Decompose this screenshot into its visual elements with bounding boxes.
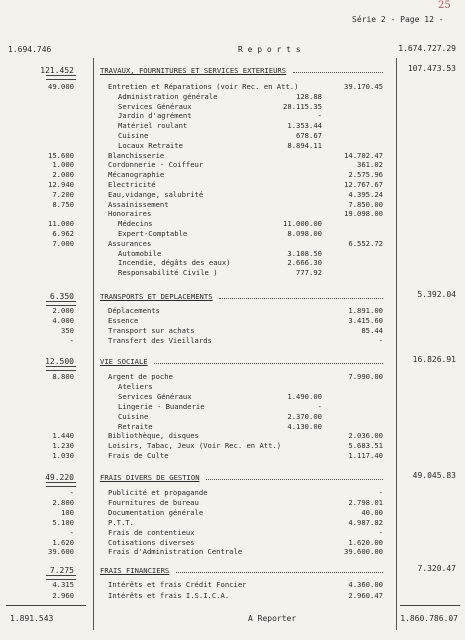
row-label: Lingerie - Buanderie [118, 401, 205, 411]
row-label: Administration générale [118, 91, 218, 101]
row-label: Déplacements [108, 306, 160, 315]
row-right-amount: 4.360.00 [348, 580, 383, 589]
footer-left-rule [6, 605, 86, 606]
row-label: Cotisations diverses [108, 537, 195, 547]
row-right-amount: - [378, 336, 383, 345]
section-left-total: 121.452 [40, 66, 74, 75]
row-label: Ateliers [118, 381, 153, 391]
row-right-amount: 4.395.24 [348, 189, 383, 199]
row-left-amount: - [69, 336, 74, 345]
row-right-amount: 5.683.51 [348, 441, 383, 451]
section-leader [176, 572, 383, 574]
row-mid-amount: 128.88 [296, 91, 322, 101]
row-right-amount: 7.990.00 [348, 372, 383, 381]
row-left-amount: 2.000 [52, 306, 74, 315]
row-right-amount: 1.117.40 [348, 451, 383, 461]
row-mid-amount: 8.098.00 [287, 229, 322, 238]
row-left-amount: 100 [61, 507, 74, 517]
section-leader [219, 298, 383, 300]
section-title: TRANSPORTS ET DEPLACEMENTS [100, 292, 213, 301]
section-title: FRAIS DIVERS DE GESTION [100, 473, 200, 482]
footer-right-rule [400, 605, 460, 606]
row-left-amount: 4.000 [52, 316, 74, 325]
row-left-amount: 39.600 [48, 547, 74, 557]
row-label: Frais d'Administration Centrale [108, 547, 243, 557]
row-left-amount: 2.800 [52, 497, 74, 507]
row-mid-amount: 1.490.00 [287, 391, 322, 401]
row-label: Eau,vidange, salubrité [108, 189, 204, 199]
section-left-total-underline [46, 366, 76, 371]
row-label: Blanchisserie [108, 150, 165, 160]
row-label: Frais de Culte [108, 451, 169, 461]
row-right-amount: 12.767.67 [344, 180, 383, 189]
row-label: Essence [108, 316, 139, 325]
row-mid-amount: 2.370.00 [287, 411, 322, 421]
section-left-total: 7.275 [49, 566, 74, 575]
row-left-amount: 7.000 [52, 238, 74, 248]
row-right-amount: 6.552.72 [348, 238, 383, 248]
section-right-total: 5.392.04 [417, 290, 456, 299]
row-right-amount: 19.098.00 [344, 209, 383, 219]
section-leader [293, 72, 383, 74]
section-title: FRAIS FINANCIERS [100, 566, 170, 575]
row-right-amount: 1.891.00 [348, 306, 383, 315]
row-left-amount: 1.000 [52, 160, 74, 170]
row-label: Argent de poche [108, 372, 173, 381]
row-label: Cuisine [118, 411, 149, 421]
row-right-amount: 85.44 [361, 326, 383, 335]
row-right-amount: 3.415.60 [348, 316, 383, 325]
row-left-amount: 4.315 [52, 580, 74, 589]
row-label: Transfert des Vieillards [108, 336, 212, 345]
section-right-total: 16.826.91 [412, 355, 456, 364]
row-right-amount: 4.987.82 [348, 517, 383, 527]
row-mid-amount: 777.92 [296, 268, 322, 278]
footer-left-total: 1.891.543 [10, 614, 54, 623]
row-label: Intérêts et frais Crédit Foncier [108, 580, 247, 589]
row-label: Responsabilité Civile ) [118, 268, 218, 278]
reports-right-total: 1.674.727.29 [398, 44, 456, 53]
reports-label: R e p o r t s [238, 45, 301, 54]
row-label: Publicité et propagande [108, 488, 208, 497]
row-left-amount: 8.750 [52, 199, 74, 209]
section-left-total: 49.220 [45, 473, 74, 482]
row-right-amount: 2.960.47 [348, 590, 383, 600]
section-left-total: 6.350 [49, 292, 74, 301]
row-label: Expert-Comptable [118, 229, 188, 238]
row-right-amount: 39.600.00 [344, 547, 383, 557]
row-label: Electricité [108, 180, 156, 189]
row-left-amount: 7.200 [52, 189, 74, 199]
footer-label: A Reporter [248, 614, 297, 623]
footer-right-total: 1.860.786.07 [400, 614, 458, 623]
page-series: Série 2 - Page 12 - [352, 15, 444, 24]
section-leader [154, 363, 383, 365]
row-label: Retraite [118, 421, 153, 431]
row-right-amount: 2.575.96 [348, 170, 383, 180]
row-mid-amount: 1.353.44 [287, 121, 322, 131]
section-right-total: 7.320.47 [417, 564, 456, 573]
row-label: Assurances [108, 238, 152, 248]
handwritten-page-number: 25 [438, 0, 451, 11]
row-left-amount: 1.620 [52, 537, 74, 547]
row-label: Frais de contentieux [108, 527, 195, 537]
row-label: Documentation générale [108, 507, 204, 517]
reports-left-total: 1.694.746 [8, 45, 52, 54]
row-right-amount: 14.702.47 [344, 150, 383, 160]
row-mid-amount: 11.000.00 [283, 219, 322, 229]
row-label: Transport sur achats [108, 326, 195, 335]
section-title: TRAVAUX, FOURNITURES ET SERVICES EXTERIEURS [100, 66, 287, 75]
row-right-amount: 40.00 [361, 507, 383, 517]
row-left-amount: 49.000 [48, 82, 74, 91]
row-label: Automobile [118, 248, 162, 258]
row-label: Intérêts et frais I.S.I.C.A. [108, 590, 230, 600]
row-label: Jardin d'agrément [118, 111, 192, 121]
row-mid-amount: - [317, 111, 322, 121]
row-mid-amount: 28.115.35 [283, 101, 322, 111]
section-title: VIE SOCIALE [100, 357, 148, 366]
row-left-amount: 12.940 [48, 180, 74, 189]
row-left-amount: 6.962 [52, 229, 74, 238]
left-column-rule [93, 58, 94, 630]
row-left-amount: 5.100 [52, 517, 74, 527]
row-label: Incendie, dégâts des eaux) [118, 258, 231, 268]
row-left-amount: 2.000 [52, 170, 74, 180]
row-left-amount: 1.440 [52, 431, 74, 441]
row-label: Assainissement [108, 199, 169, 209]
row-left-amount: 8.800 [52, 372, 74, 381]
row-label: Locaux Retraite [118, 140, 183, 150]
row-label: Loisirs, Tabac, Jeux (Voir Rec. en Att.) [108, 441, 282, 451]
row-right-amount: 2.036.00 [348, 431, 383, 441]
row-label: Cordonnerie - Coiffeur [108, 160, 204, 170]
row-label: Entretien et Réparations (voir Rec. en Att.) [108, 82, 299, 91]
right-column-rule [396, 58, 397, 630]
row-right-amount: 1.620.00 [348, 537, 383, 547]
section-right-total: 107.473.53 [407, 64, 456, 73]
row-label: Médecins [118, 219, 153, 229]
row-left-amount: 15.600 [48, 150, 74, 160]
row-right-amount: 361.02 [357, 160, 383, 170]
row-left-amount: 11.000 [48, 219, 74, 229]
row-mid-amount: 3.108.50 [287, 248, 322, 258]
row-left-amount: - [69, 527, 74, 537]
row-right-amount: 7.850.00 [348, 199, 383, 209]
row-left-amount: 1.030 [52, 451, 74, 461]
row-right-amount: - [378, 488, 383, 497]
section-left-total-underline [46, 482, 76, 487]
row-left-amount: 1.230 [52, 441, 74, 451]
section-left-total: 12.500 [45, 357, 74, 366]
row-left-amount: - [69, 488, 74, 497]
row-left-amount: 2.960 [52, 590, 74, 600]
row-right-amount: 39.170.45 [344, 82, 383, 91]
row-mid-amount: - [317, 401, 322, 411]
row-label: Cuisine [118, 131, 149, 140]
row-mid-amount: 8.894.11 [287, 140, 322, 150]
row-mid-amount: 4.130.00 [287, 421, 322, 431]
row-mid-amount: 2.666.30 [287, 258, 322, 268]
row-label: Fournitures de bureau [108, 497, 199, 507]
row-label: Services Généraux [118, 101, 192, 111]
row-left-amount: 350 [61, 326, 74, 335]
row-label: P.T.T. [108, 517, 134, 527]
row-label: Services Généraux [118, 391, 192, 401]
row-mid-amount: 678.67 [296, 131, 322, 140]
row-label: Matériel roulant [118, 121, 188, 131]
section-right-total: 49.045.83 [412, 471, 456, 480]
row-right-amount: 2.798.01 [348, 497, 383, 507]
row-label: Bibliothèque, disques [108, 431, 199, 441]
row-right-amount: - [378, 527, 383, 537]
row-label: Mécanographie [108, 170, 165, 180]
section-left-total-underline [46, 75, 76, 80]
row-label: Honoraires [108, 209, 152, 219]
section-leader [206, 479, 383, 481]
